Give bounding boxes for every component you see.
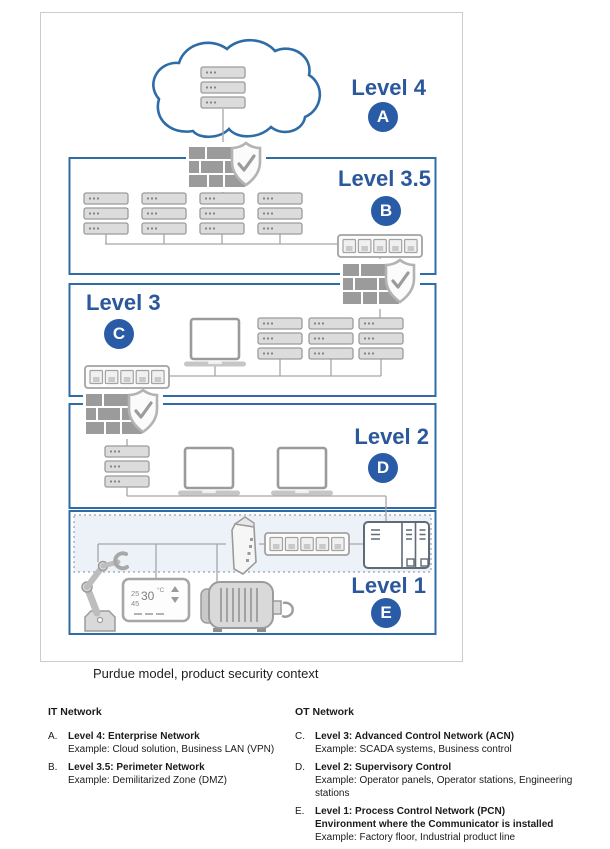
hmi-value-main: 30 [141,589,155,603]
legend-letter: B. [48,762,58,773]
level3-badge: C [104,319,134,349]
hmi-panel-icon [123,579,189,621]
firewall-shield-icon [340,259,420,309]
level35-badge: B [371,196,401,226]
network-switch-icon [85,366,169,388]
level3-title: Level 3 [86,290,161,315]
level4-title: Level 4 [351,75,426,100]
level35-title: Level 3.5 [338,166,431,191]
level1-badge: E [371,598,401,628]
legend-example: Example: Cloud solution, Business LAN (VPN) [68,744,275,755]
legend-letter: C. [295,731,305,742]
legend-item-c [295,730,607,756]
legend-letter: D. [295,762,305,773]
legend-it-network [48,706,286,792]
network-switch-icon [338,235,422,257]
legend-ot-network [295,706,607,849]
legend-item-a [48,730,286,756]
legend-example: Example: Operator panels, Operator stations, Engineering stations [315,775,573,799]
legend-title: Level 3: Advanced Control Network (ACN) [315,731,515,742]
firewall-shield-icon [83,389,163,439]
legend-item-b [48,761,286,787]
server-stack-icon [84,193,128,234]
legend-subtitle: Environment where the Communicator is installed [315,819,554,830]
legend-ot-header: OT Network [295,706,354,718]
diagram-caption: Purdue model, product security context [93,666,319,681]
legend-it-header: IT Network [48,706,102,718]
communicator-device-icon [232,517,256,574]
legend-letter: A. [48,731,58,742]
server-stack-icon [258,318,302,359]
legend-title: Level 3.5: Perimeter Network [68,762,205,773]
diagram-frame [40,12,463,662]
plc-controller-icon [364,522,429,568]
hmi-value-top: 25 [131,589,140,598]
firewall-shield-icon [186,142,266,192]
hmi-value-bottom: 45 [131,599,140,608]
server-stack-icon [258,193,302,234]
server-stack-icon [142,193,186,234]
laptop-icon [184,319,246,367]
legend-item-d [295,761,607,800]
hmi-unit: °C [157,587,165,594]
legend-title: Level 2: Supervisory Control [315,762,452,773]
legend-title: Level 4: Enterprise Network [68,731,200,742]
cloud-server-stack-icon [201,67,245,108]
legend-example: Example: Factory floor, Industrial product line [315,832,516,843]
legend-title: Level 1: Process Control Network (PCN) [315,806,506,817]
legend-example: Example: Demilitarized Zone (DMZ) [68,775,227,786]
level2-badge: D [368,453,398,483]
legend-letter: E. [295,806,305,817]
legend-example: Example: SCADA systems, Business control [315,744,512,755]
level4-badge: A [368,102,398,132]
server-stack-icon [200,193,244,234]
server-stack-icon [105,446,149,487]
level1-title: Level 1 [351,573,426,598]
laptop-icon [271,448,333,496]
legend-item-e [295,805,607,844]
server-stack-icon [309,318,353,359]
laptop-icon [178,448,240,496]
level2-title: Level 2 [354,424,429,449]
network-switch-icon [265,533,349,555]
server-stack-icon [359,318,403,359]
